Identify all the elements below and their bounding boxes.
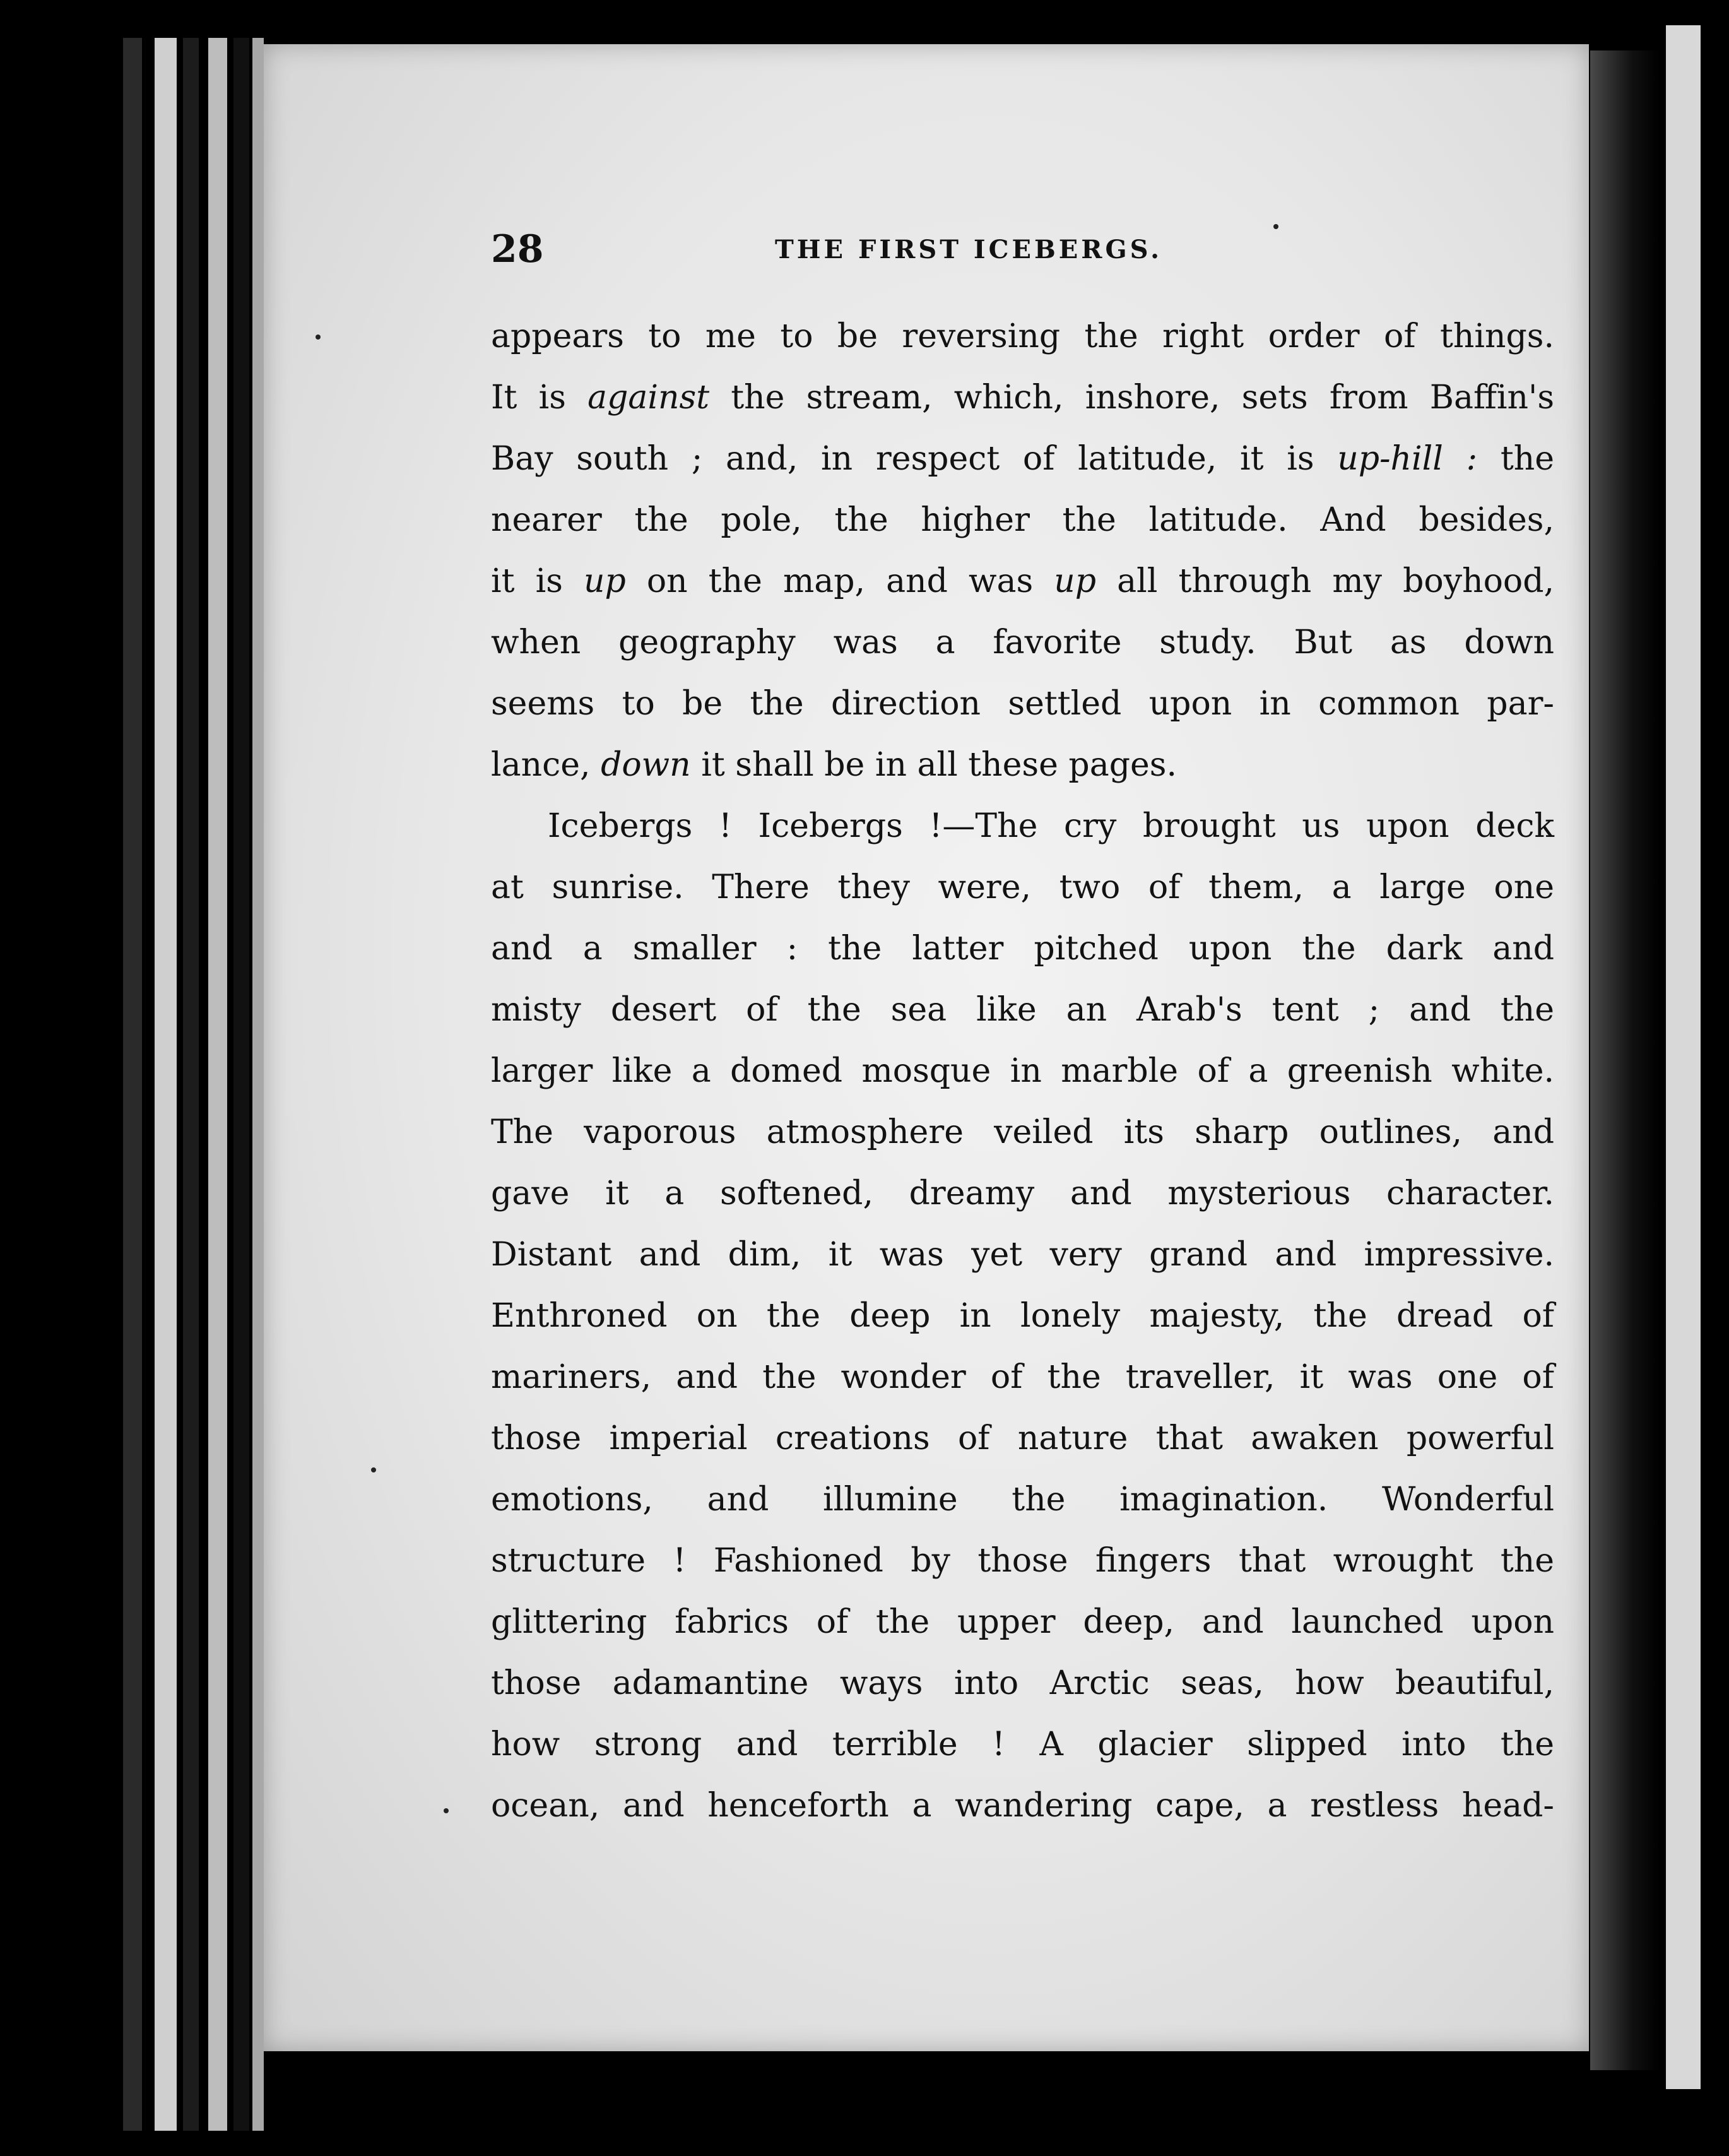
italic-span: against [587,379,710,417]
text-span: Bay south ; and, in respect of latitude, it is [491,440,1338,478]
italic-span: up [1054,562,1097,600]
book-page [264,44,1589,2051]
text-line: The vaporous atmosphere veiled its sharp outlines, and [491,1113,1554,1151]
italic-span: up-hill : [1337,440,1478,478]
text-span: it is [491,562,584,600]
text-line: misty desert of the sea like an Arab's tent ; and the [491,991,1554,1029]
text-line [491,429,1554,490]
running-title: THE FIRST ICEBERGS. [775,235,1163,264]
text-span: the [1477,440,1554,478]
italic-span: up [584,562,626,600]
text-span: on the map, and was [625,562,1054,600]
next-page-edge [1666,25,1701,2089]
text-line: structure ! Fashioned by those fingers that wrought the [491,1542,1554,1580]
text-line: those adamantine ways into Arctic seas, how beautiful, [491,1664,1554,1702]
page-gutter-shadow [1590,50,1660,2070]
body-text [491,306,1554,1837]
text-line: mariners, and the wonder of the traveller, it was one of [491,1358,1554,1396]
text-span: the stream, which, inshore, sets from Baffin's [709,379,1555,417]
text-span: nearer the pole, the higher the latitude. And besides, [491,501,1554,539]
text-line [491,551,1554,612]
text-line: gave it a softened, dreamy and mysterious character. [491,1175,1554,1212]
text-line: Enthroned on the deep in lonely majesty, the dread of [491,1297,1554,1335]
text-span: seems to be the direction settled upon in common par- [491,685,1554,723]
text-line: and a smaller : the latter pitched upon the dark and [491,930,1554,968]
text-line [491,490,1554,551]
book-edge-stripe [252,38,264,2131]
text-span: appears to me to be reversing the right order of things. [491,317,1554,355]
page-number: 28 [491,227,544,271]
book-edge-stripe [233,38,249,2131]
text-line [491,735,1554,796]
text-line [491,673,1554,735]
scan-speck [316,335,321,340]
text-line: ocean, and henceforth a wandering cape, a restless head- [491,1787,1554,1825]
text-line: glittering fabrics of the upper deep, and launched upon [491,1603,1554,1641]
text-line: at sunrise. There they were, two of them, a large one [491,868,1554,906]
text-line [491,306,1554,367]
text-span: when geography was a favorite study. But as down [491,624,1554,661]
running-head [491,227,1551,284]
text-line: larger like a domed mosque in marble of a greenish white. [491,1052,1554,1090]
scan-speck [444,1808,449,1813]
book-edge-stripe [155,38,177,2131]
text-span: all through my boyhood, [1096,562,1555,600]
italic-span: down [601,746,691,784]
text-span: It is [491,379,588,417]
text-span: lance, [491,746,601,784]
book-edge-stripe [208,38,227,2131]
text-line [491,612,1554,673]
text-span: it shall be in all these pages. [690,746,1177,784]
text-line [491,367,1554,429]
text-line: Icebergs ! Icebergs !—The cry brought us upon deck [548,807,1554,845]
text-line: emotions, and illumine the imagination. Wonderful [491,1481,1554,1519]
text-line: how strong and terrible ! A glacier slipped into the [491,1726,1554,1763]
scan-speck [371,1467,376,1472]
scan-speck [1273,224,1278,229]
book-edge-stripe [123,38,142,2131]
text-line: Distant and dim, it was yet very grand and impressive. [491,1236,1554,1274]
text-line: those imperial creations of nature that awaken powerful [491,1419,1554,1457]
book-edge-stripe [183,38,199,2131]
